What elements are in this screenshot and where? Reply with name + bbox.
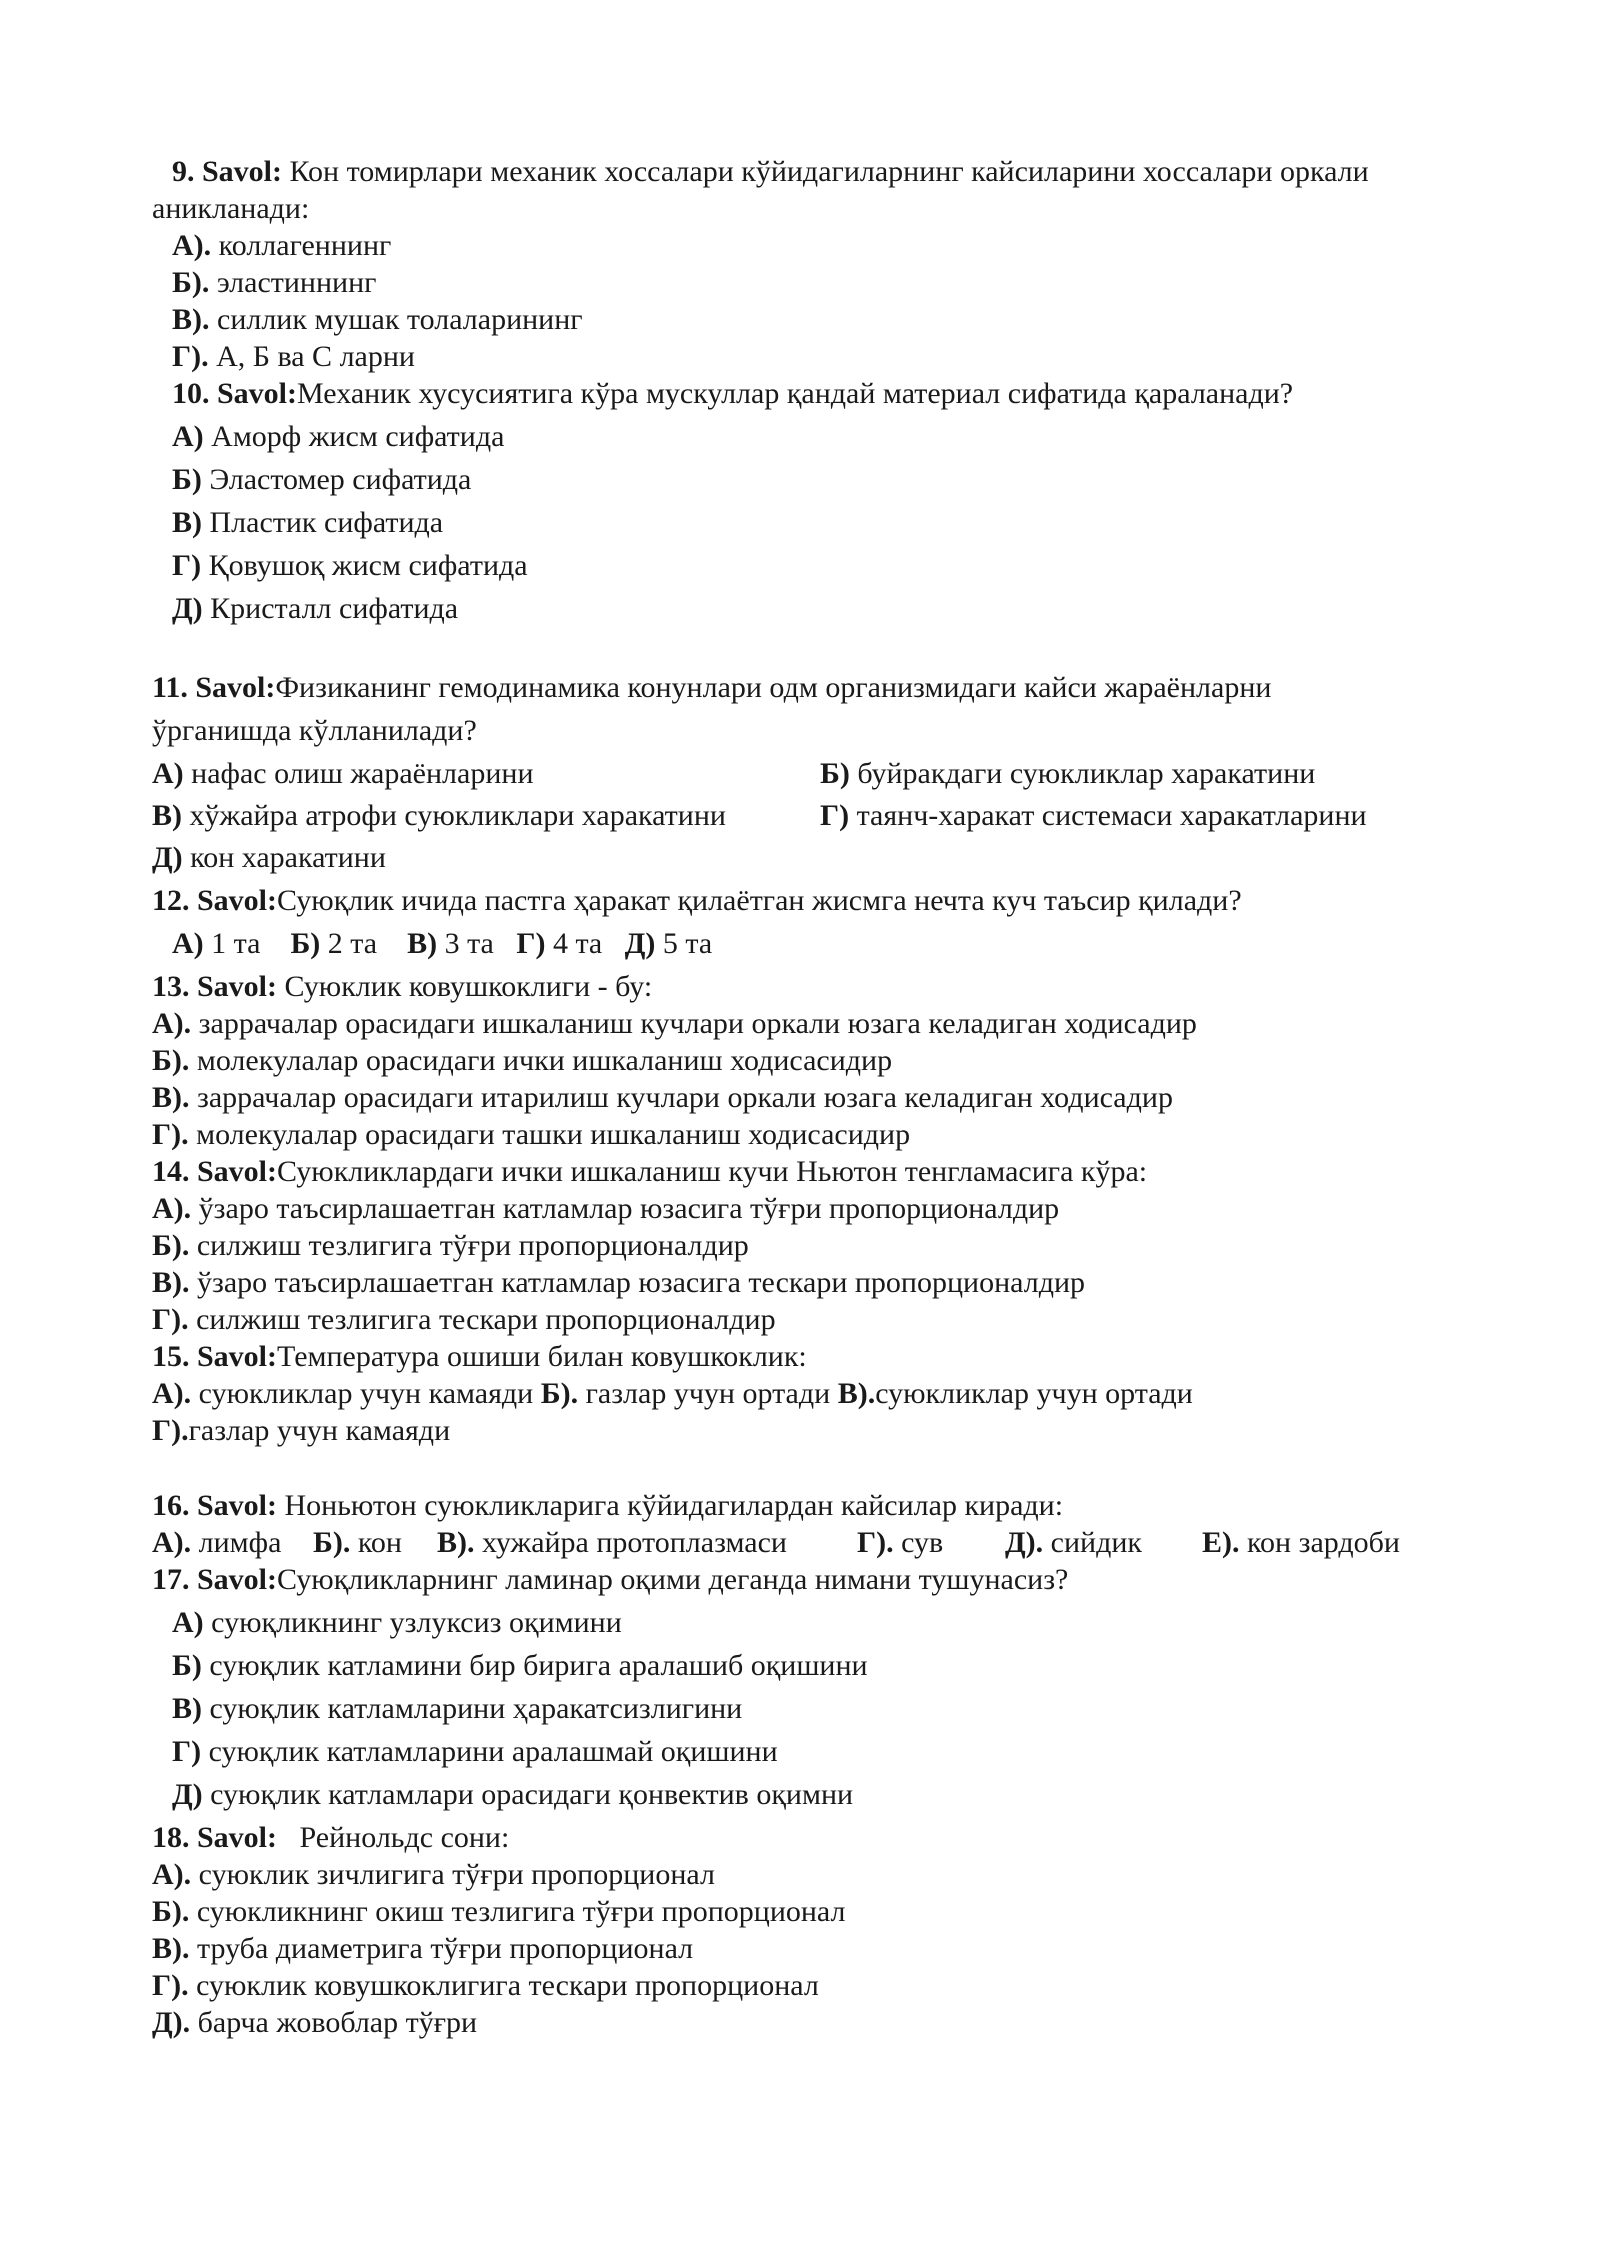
question-11-option-b [820,756,1315,792]
question-16-option-d [857,1525,943,1561]
question-13-option-d [152,1117,910,1153]
question-17-line-1 [152,1562,1068,1598]
question-12-option-a [172,927,260,960]
option-text: суюқлик катламларини ҳаракатсизлигини [202,1692,743,1725]
question-11-line-2 [152,713,477,749]
question-16-text: Ноньютон суюкликларига кўйидагилардан кайсилар киради: [277,1489,1064,1522]
option-key: Г) [820,799,850,832]
option-key: А). [152,1858,192,1891]
question-9-line-2 [152,191,309,227]
question-17-option-e [172,1777,853,1813]
question-16-option-c [437,1525,787,1561]
option-key: В) [172,506,202,539]
option-key: Б). [540,1377,579,1410]
option-text: 5 та [655,927,713,960]
option-key: Б) [820,757,850,790]
question-10-text: Механик хусусиятига кўра мускуллар қандай материал сифатида қараланади? [297,377,1294,410]
question-12-option-c [407,927,494,960]
question-10-line-1 [172,376,1293,412]
option-key: Г). [152,1414,189,1447]
option-text: 4 та [545,927,603,960]
option-text: кон зардоби [1239,1526,1400,1559]
option-key: В). [152,1932,190,1965]
option-key: А). [152,1007,192,1040]
option-text: силлик мушак толаларининг [209,303,583,336]
question-16-option-a [152,1525,281,1561]
option-key: В). [837,1377,876,1410]
option-text: эластиннинг [209,266,377,299]
question-14-text: Суюкликлардаги ички ишкаланиш кучи Ньютон тенгламасига кўра: [277,1155,1148,1188]
question-11-option-a [152,756,534,792]
question-12-label: 12. Savol: [152,884,278,917]
option-key: Д) [624,927,656,960]
option-key: В) [152,799,182,832]
question-17-text: Суюқликларнинг ламинар оқими деганда нимани тушунасиз? [277,1563,1069,1596]
question-14-option-a [152,1191,1059,1227]
option-text: хужайра протоплазмаси [474,1526,787,1559]
question-10-option-d [172,548,528,584]
option-text: сийдик [1043,1526,1142,1559]
question-17-option-a [172,1605,622,1641]
option-text: кон харакатини [182,841,386,874]
question-16-option-f [1202,1525,1400,1561]
option-text: суюқлик катламлари орасидаги қонвектив оқимни [202,1778,854,1811]
question-15-options-row [152,1376,1193,1412]
option-text: Эластомер сифатида [201,463,472,496]
option-text: молекулалар орасидаги ташки ишкаланиш ходисасидир [188,1118,911,1151]
option-text: 2 та [320,927,378,960]
option-text: силжиш тезлигига тўғри пропорционалдир [189,1229,749,1262]
option-text: хўжайра атрофи суюкликлари харакатини [182,799,726,832]
question-17-option-b [172,1648,868,1684]
option-text: труба диаметрига тўғри пропорционал [189,1932,694,1965]
option-key: Б). [172,266,210,299]
question-15-option-a [152,1377,541,1410]
question-14-label: 14. Savol: [152,1155,278,1188]
question-18-option-a [152,1857,715,1893]
option-key: А) [172,420,204,453]
option-text: заррачалар орасидаги ишкаланиш кучлари оркали юзага келадиган ходисадир [191,1007,1197,1040]
option-key: Б). [152,1895,190,1928]
question-12-option-d [516,927,602,960]
option-text: суюкликлар учун ортади [875,1377,1193,1410]
option-text: суюкликлар учун камаяди [191,1377,541,1410]
question-17-option-d [172,1734,778,1770]
option-key: Б) [172,463,202,496]
option-key: В). [437,1526,475,1559]
option-text: ўзаро таъсирлашаетган катламлар юзасига тескари пропорционалдир [189,1266,1086,1299]
option-text: А, Б ва С ларни [208,340,415,373]
option-key: А). [152,1377,192,1410]
question-11-label: 11. Savol: [152,671,276,704]
question-16-option-b [313,1525,402,1561]
option-text: Кристалл сифатида [202,592,459,625]
option-text: Пластик сифатида [202,506,444,539]
option-key: Г). [152,1118,189,1151]
question-13-option-b [152,1043,892,1079]
option-key: В) [407,927,438,960]
option-key: А). [172,229,212,262]
option-key: Б). [152,1229,190,1262]
question-12-line-1 [152,883,1242,919]
question-10-option-b [172,462,471,498]
option-text: Аморф жисм сифатида [203,420,505,453]
option-text: буйракдаги суюкликлар харакатини [849,757,1316,790]
option-key: В). [152,1081,190,1114]
question-10-option-a [172,419,504,455]
question-10-option-c [172,505,443,541]
question-9-text: Кон томирлари механик хоссалари кўйидагиларнинг кайсиларини хоссалари оркали [282,155,1369,188]
option-key: Г) [172,1735,202,1768]
option-key: В). [152,1266,190,1299]
option-key: А) [152,757,184,790]
option-text: таянч-харакат системаси харакатларини [849,799,1367,832]
option-key: Г). [152,1303,189,1336]
option-text: газлар учун ортади [578,1377,838,1410]
option-key: Б). [313,1526,351,1559]
option-key: Г). [152,1969,189,2002]
option-text: коллагеннинг [211,229,392,262]
question-14-option-c [152,1265,1085,1301]
option-text: кон [350,1526,402,1559]
option-key: Д) [172,1778,203,1811]
question-13-text: Суюклик ковушкоклиги - бу: [277,970,653,1003]
option-key: Г) [172,549,202,582]
question-10-label: 10. Savol: [172,377,298,410]
option-key: Д). [1005,1526,1044,1559]
question-13-option-c [152,1080,1173,1116]
question-11-line-1 [152,670,1271,706]
option-text: суюклик зичлигига тўғри пропорционал [191,1858,715,1891]
question-18-option-e [152,2005,477,2041]
option-key: Б). [152,1044,190,1077]
question-15-option-d [152,1413,450,1449]
option-text: суюклик ковушкоклигига тескари пропорционал [188,1969,819,2002]
option-key: А) [172,927,204,960]
question-15-option-c [838,1377,1193,1410]
option-text: молекулалар орасидаги ички ишкаланиш ходисасидир [189,1044,893,1077]
question-12-text: Суюқлик ичида пастга ҳаракат қилаётган жисмга нечта куч таъсир қилади? [277,884,1242,917]
option-key: Г). [172,340,209,373]
question-15-label: 15. Savol: [152,1340,278,1373]
question-15-line-1 [152,1339,807,1375]
option-text: Қовушоқ жисм сифатида [201,549,528,582]
question-12-option-b [290,927,377,960]
option-key: Д) [172,592,203,625]
option-text: 1 та [203,927,261,960]
option-text: суюқликнинг узлуксиз оқимини [203,1606,622,1639]
option-key: А) [172,1606,204,1639]
option-text: ўзаро таъсирлашаетган катламлар юзасига тўғри пропорционалдир [191,1192,1060,1225]
question-18-option-c [152,1931,693,1967]
option-text: силжиш тезлигига тескари пропорционалдир [188,1303,776,1336]
option-text: 3 та [437,927,494,960]
option-key: А). [152,1526,192,1559]
option-text: барча жовоблар тўғри [190,2006,478,2039]
question-13-label: 13. Savol: [152,970,278,1003]
option-key: Д). [152,2006,191,2039]
question-18-option-b [152,1894,845,1930]
question-16-line-1 [152,1488,1063,1524]
question-13-line-1 [152,969,652,1005]
question-9-option-a [172,228,391,264]
option-text: суюкликнинг окиш тезлигига тўғри пропорционал [189,1895,846,1928]
question-9-line-1 [172,154,1369,190]
question-17-label: 17. Savol: [152,1563,278,1596]
question-11-option-d [820,798,1367,834]
question-13-option-a [152,1006,1197,1042]
option-text: суюқлик катламини бир бирига аралашиб оқишини [201,1649,868,1682]
option-key: Б) [290,927,321,960]
question-15-option-b [541,1377,838,1410]
question-18-text: Рейнольдс сони: [277,1821,510,1854]
option-key: В) [172,1692,202,1725]
question-11-option-c [152,798,726,834]
option-key: Е). [1202,1526,1240,1559]
option-text: лимфа [191,1526,282,1559]
option-text: заррачалар орасидаги итарилиш кучлари оркали юзага келадиган ходисадир [189,1081,1173,1114]
question-12-options [172,926,712,962]
option-key: Г) [516,927,546,960]
question-11-text-cont: ўрганишда кўлланилади? [152,714,477,747]
question-9-label: 9. Savol: [172,155,283,188]
question-17-option-c [172,1691,742,1727]
question-11-text: Физиканинг гемодинамика конунлари одм организмидаги кайси жараёнларни [275,671,1272,704]
question-15-text: Температура ошиши билан ковушкоклик: [277,1340,807,1373]
option-text: газлар учун камаяди [188,1414,451,1447]
option-text: нафас олиш жараёнларини [183,757,534,790]
question-18-option-d [152,1968,819,2004]
question-16-option-e [1005,1525,1142,1561]
question-9-option-d [172,339,415,375]
question-18-label: 18. Savol: [152,1821,278,1854]
question-18-line-1 [152,1820,509,1856]
question-12-option-e [625,927,712,960]
question-14-option-d [152,1302,776,1338]
option-key: В). [172,303,210,336]
question-9-text-cont: аникланади: [152,192,310,225]
question-11-option-e [152,840,386,876]
question-9-option-b [172,265,376,301]
question-14-line-1 [152,1154,1147,1190]
question-9-option-c [172,302,583,338]
question-16-label: 16. Savol: [152,1489,278,1522]
option-text: сув [893,1526,944,1559]
option-key: Д) [152,841,183,874]
question-14-option-b [152,1228,749,1264]
option-text: суюқлик катламларини аралашмай оқишини [201,1735,778,1768]
option-key: Б) [172,1649,202,1682]
option-key: А). [152,1192,192,1225]
question-10-option-e [172,591,458,627]
option-key: Г). [857,1526,894,1559]
